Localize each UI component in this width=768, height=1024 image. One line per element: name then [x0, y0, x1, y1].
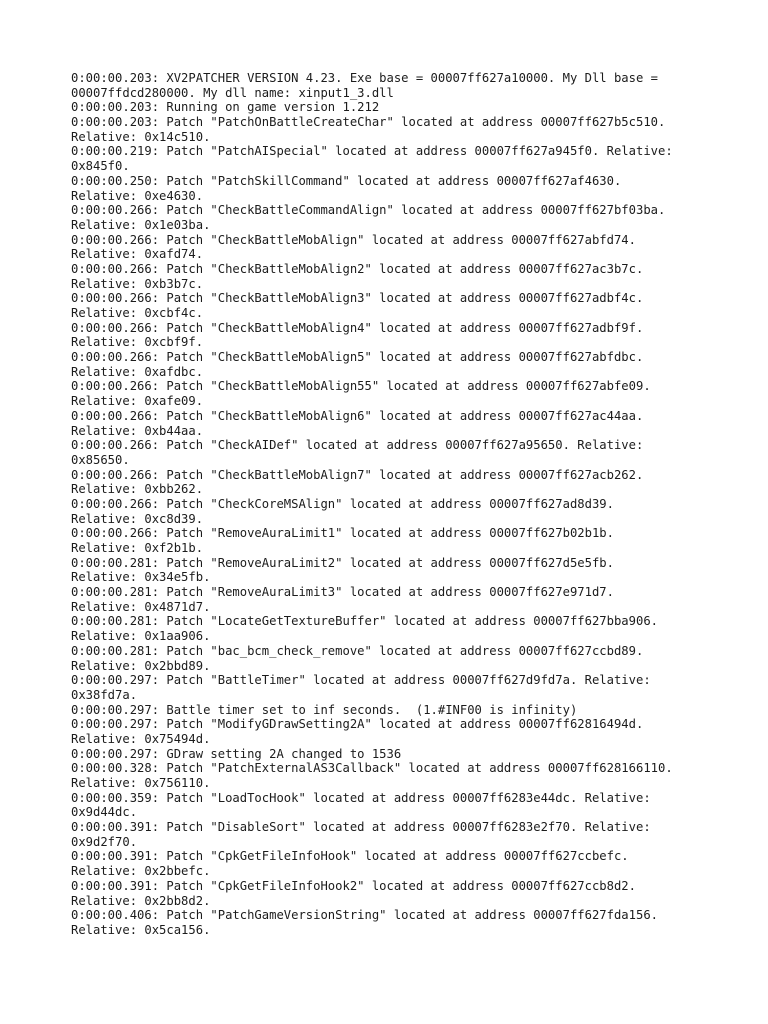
log-line: Relative: 0x1aa906.	[71, 629, 211, 644]
log-line: 0:00:00.391: Patch "DisableSort" located at address 00007ff6283e2f70. Relative:	[71, 820, 651, 835]
log-line: Relative: 0xe4630.	[71, 188, 204, 203]
log-line: Relative: 0x5ca156.	[71, 922, 211, 937]
log-line: Relative: 0xbb262.	[71, 482, 204, 497]
log-line: 0:00:00.266: Patch "CheckBattleMobAlign4" located at address 00007ff627adbf9f.	[71, 320, 644, 335]
log-line: 0:00:00.266: Patch "CheckBattleMobAlign2" located at address 00007ff627ac3b7c.	[71, 261, 644, 276]
log-line: 0x38fd7a.	[71, 687, 138, 702]
log-line: 0:00:00.391: Patch "CpkGetFileInfoHook2" located at address 00007ff627ccb8d2.	[71, 878, 636, 893]
log-line: 0x85650.	[71, 452, 130, 467]
log-line: 0:00:00.391: Patch "CpkGetFileInfoHook" located at address 00007ff627ccbefc.	[71, 849, 629, 864]
log-line: 0:00:00.266: Patch "CheckAIDef" located at address 00007ff627a95650. Relative:	[71, 438, 644, 453]
log-line: Relative: 0xf2b1b.	[71, 541, 204, 555]
log-text	[71, 71, 711, 938]
log-line: Relative: 0xc8d39.	[71, 511, 204, 526]
log-line: Relative: 0x75494d.	[71, 731, 211, 746]
log-line: 0:00:00.250: Patch "PatchSkillCommand" located at address 00007ff627af4630.	[71, 173, 622, 188]
log-line: 00007ffdcd280000. My dll name: xinput1_3.dll	[71, 85, 394, 100]
log-line: 0:00:00.266: Patch "CheckBattleMobAlign3" located at address 00007ff627adbf4c.	[71, 291, 644, 306]
log-line: Relative: 0xafdbc.	[71, 364, 204, 379]
log-line: 0:00:00.266: Patch "CheckBattleMobAlign5" located at address 00007ff627abfdbc.	[71, 350, 644, 365]
log-line: 0:00:00.297: Battle timer set to inf seconds. (1.#INF00 is infinity)	[71, 702, 578, 717]
log-line: Relative: 0x4871d7.	[71, 599, 211, 614]
log-line: Relative: 0x1e03ba.	[71, 217, 211, 232]
log-line: 0:00:00.281: Patch "RemoveAuraLimit3" located at address 00007ff627e971d7.	[71, 585, 614, 600]
log-line: Relative: 0xcbf4c.	[71, 306, 204, 320]
log-line: 0:00:00.297: Patch "ModifyGDrawSetting2A" located at address 00007ff62816494d.	[71, 717, 644, 732]
log-line: 0:00:00.297: GDraw setting 2A changed to 1536	[71, 746, 402, 761]
log-line: 0:00:00.266: Patch "CheckBattleMobAlign6" located at address 00007ff627ac44aa.	[71, 408, 644, 423]
log-line: 0:00:00.203: Running on game version 1.212	[71, 100, 380, 115]
log-line: Relative: 0x2bb8d2.	[71, 893, 211, 908]
log-line: 0:00:00.203: Patch "PatchOnBattleCreateChar" located at address 00007ff627b5c510.	[71, 115, 666, 130]
log-line: 0:00:00.297: Patch "BattleTimer" located at address 00007ff627d9fd7a. Relative:	[71, 673, 651, 688]
log-line: 0:00:00.266: Patch "CheckBattleMobAlign" located at address 00007ff627abfd74.	[71, 232, 636, 247]
log-line: Relative: 0xcbf9f.	[71, 335, 204, 350]
log-line: 0x9d44dc.	[71, 805, 138, 820]
log-line: 0:00:00.281: Patch "LocateGetTextureBuffer" located at address 00007ff627bba906.	[71, 614, 658, 629]
log-line: Relative: 0x14c510.	[71, 129, 211, 144]
log-line: 0:00:00.281: Patch "bac_bcm_check_remove" located at address 00007ff627ccbd89.	[71, 643, 644, 658]
log-line: 0:00:00.406: Patch "PatchGameVersionString" located at address 00007ff627fda156.	[71, 908, 658, 923]
log-line: 0:00:00.266: Patch "CheckBattleCommandAlign" located at address 00007ff627bf03ba.	[71, 203, 666, 218]
log-line: 0:00:00.203: XV2PATCHER VERSION 4.23. Exe base = 00007ff627a10000. My Dll base =	[71, 71, 658, 85]
log-line: 0:00:00.266: Patch "CheckCoreMSAlign" located at address 00007ff627ad8d39.	[71, 496, 614, 511]
log-line: 0:00:00.281: Patch "RemoveAuraLimit2" located at address 00007ff627d5e5fb.	[71, 555, 614, 570]
log-line: Relative: 0xb44aa.	[71, 423, 204, 438]
log-line: 0x9d2f70.	[71, 834, 138, 849]
log-line: 0:00:00.219: Patch "PatchAISpecial" located at address 00007ff627a945f0. Relative:	[71, 144, 673, 159]
log-line: Relative: 0xafe09.	[71, 394, 204, 409]
log-line: Relative: 0xafd74.	[71, 247, 204, 262]
log-line: 0:00:00.359: Patch "LoadTocHook" located at address 00007ff6283e44dc. Relative:	[71, 790, 651, 805]
log-line: 0:00:00.328: Patch "PatchExternalAS3Callback" located at address 00007ff628166110.	[71, 761, 673, 776]
log-line: 0:00:00.266: Patch "CheckBattleMobAlign55" located at address 00007ff627abfe09.	[71, 379, 651, 394]
log-line: Relative: 0x34e5fb.	[71, 570, 211, 585]
log-line: Relative: 0x2bbefc.	[71, 864, 211, 879]
log-line: 0:00:00.266: Patch "RemoveAuraLimit1" located at address 00007ff627b02b1b.	[71, 526, 614, 541]
log-line: 0:00:00.266: Patch "CheckBattleMobAlign7" located at address 00007ff627acb262.	[71, 467, 644, 482]
log-line: Relative: 0x756110.	[71, 776, 211, 790]
log-line: Relative: 0xb3b7c.	[71, 276, 204, 291]
log-line: 0x845f0.	[71, 159, 130, 174]
log-line: Relative: 0x2bbd89.	[71, 658, 211, 673]
